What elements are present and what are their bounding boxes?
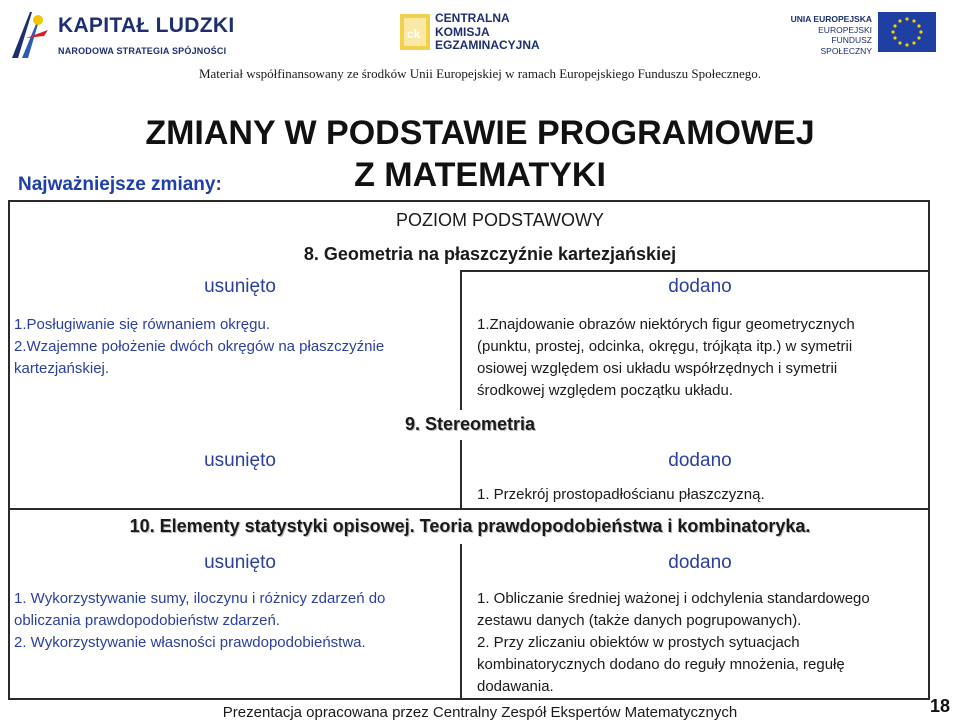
divider	[460, 270, 930, 272]
section-8-removed-label: usunięto	[204, 276, 276, 297]
slide-title-line-2: Z MATEMATYKI	[354, 156, 606, 194]
list-item: 1. Obliczanie średniej ważonej i odchylenia standardowego	[477, 590, 870, 607]
kapital-ludzki-subtitle: NARODOWA STRATEGIA SPÓJNOŚCI	[58, 46, 227, 56]
list-item: (punktu, prostej, odcinka, okręgu, trójkąta itp.) w symetrii	[477, 338, 853, 355]
list-item: zestawu danych (także danych pogrupowanych).	[477, 612, 802, 629]
list-item: środkowej względem początku układu.	[477, 382, 733, 399]
svg-text:ck: ck	[407, 27, 421, 41]
list-item: 2. Przy zliczaniu obiektów w prostych sytuacjach	[477, 634, 800, 651]
kapital-ludzki-title: KAPITAŁ LUDZKI	[58, 14, 235, 37]
list-item: 1.Posługiwanie się równaniem okręgu.	[14, 316, 270, 333]
list-item: obliczania prawdopodobieństw zdarzeń.	[14, 612, 281, 629]
list-item: 2. Wykorzystywanie własności prawdopodobieństwa.	[14, 634, 366, 651]
page-number: 18	[930, 696, 951, 716]
cke-logo-text	[435, 12, 540, 53]
divider	[460, 440, 462, 508]
list-item: 1.Znajdowanie obrazów niektórych figur geometrycznych	[477, 316, 855, 333]
footer-credit: Prezentacja opracowana przez Centralny Zespół Ekspertów Matematycznych	[222, 704, 738, 721]
section-10-added-label: dodano	[668, 552, 732, 573]
section-8-added-label: dodano	[668, 276, 732, 297]
cofinancing-note: Materiał współfinansowany ze środków Unii Europejskiej w ramach Europejskiego Funduszu Społecznego.	[198, 66, 762, 81]
eu-flag-icon	[878, 12, 936, 52]
divider	[460, 270, 462, 410]
list-item: dodawania.	[477, 678, 554, 695]
section-9-added-label: dodano	[668, 450, 732, 471]
list-item: 2.Wzajemne położenie dwóch okręgów na płaszczyźnie	[14, 338, 385, 355]
section-10-removed-list	[14, 588, 454, 654]
section-9-removed-label: usunięto	[204, 450, 276, 471]
list-item: 1. Wykorzystywanie sumy, iloczynu i różnicy zdarzeń do	[14, 590, 386, 607]
divider	[8, 508, 930, 510]
cke-line-2: KOMISJA	[435, 24, 490, 39]
section-8-heading: 8. Geometria na płaszczyźnie kartezjańskiej	[303, 244, 677, 264]
cke-logo-icon	[400, 14, 430, 50]
level-heading: POZIOM PODSTAWOWY	[396, 210, 604, 230]
slide-title-line-1: ZMIANY W PODSTAWIE PROGRAMOWEJ	[145, 114, 815, 152]
section-10-added-list	[477, 588, 923, 698]
list-item: 1. Przekrój prostopadłościanu płaszczyzną.	[477, 486, 765, 503]
eu-line-3: FUNDUSZ SPOŁECZNY	[820, 35, 872, 56]
side-title: Najważniejsze zmiany:	[18, 174, 222, 195]
list-item: kombinatorycznych dodano do reguły mnożenia, regułę	[477, 656, 845, 673]
list-item: osiowej względem osi układu współrzędnych i symetrii	[477, 360, 838, 377]
kapital-ludzki-logo-icon	[8, 8, 50, 62]
section-9-added-list	[477, 484, 923, 506]
eu-line-2: EUROPEJSKI	[818, 24, 872, 35]
section-8-added-list	[477, 314, 923, 402]
divider	[460, 544, 462, 700]
slide-title	[130, 112, 830, 196]
cke-line-3: EGZAMINACYJNA	[435, 38, 540, 52]
section-10-removed-label: usunięto	[204, 552, 276, 573]
section-10-heading: 10. Elementy statystyki opisowej. Teoria prawdopodobieństwa i kombinatoryka.	[129, 516, 811, 536]
section-9-heading: 9. Stereometria	[404, 414, 536, 434]
cke-line-1: CENTRALNA	[435, 11, 510, 25]
list-item: kartezjańskiej.	[14, 360, 110, 377]
eu-logo-text	[786, 14, 872, 56]
section-8-removed-list	[14, 314, 454, 380]
eu-line-1: UNIA EUROPEJSKA	[790, 14, 872, 24]
